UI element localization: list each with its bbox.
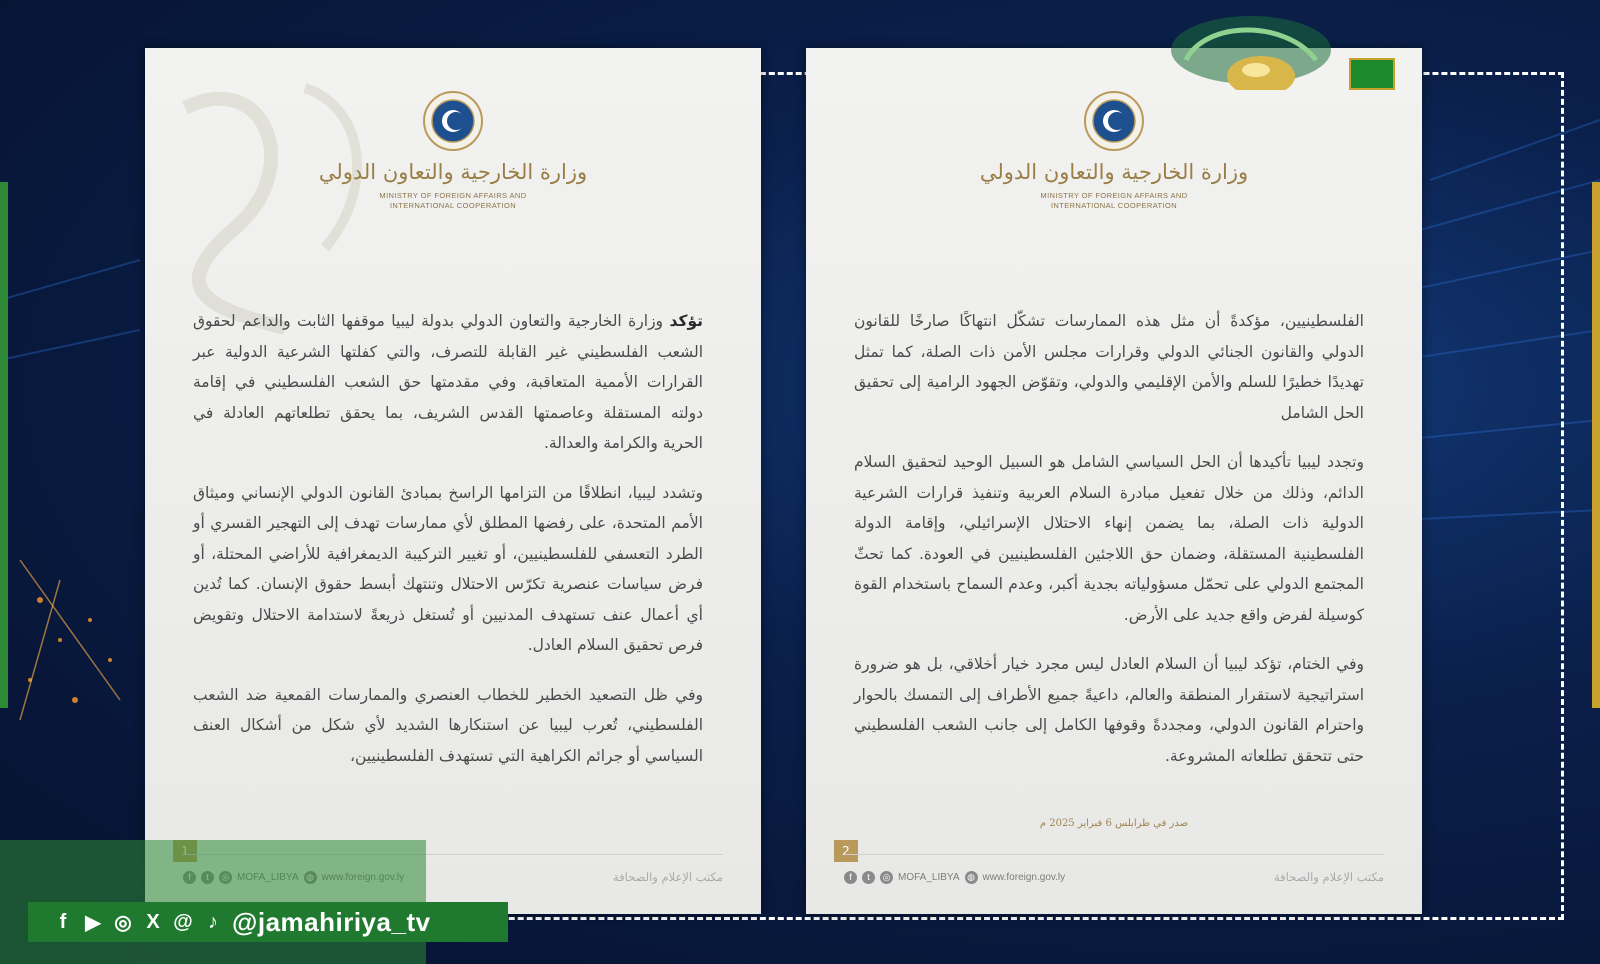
facebook-icon[interactable]: f xyxy=(59,910,67,933)
ministry-name-english: MINISTRY OF FOREIGN AFFAIRS AND INTERNATIONAL COOPERATION xyxy=(379,191,527,210)
footer-office: مكتب الإعلام والصحافة xyxy=(613,870,723,884)
ministry-name-arabic: وزارة الخارجية والتعاون الدولي xyxy=(979,160,1249,184)
social-handle-bar xyxy=(28,902,508,942)
document-page-1 xyxy=(145,48,761,914)
page-footer xyxy=(844,854,1384,891)
footer-office: مكتب الإعلام والصحافة xyxy=(1274,870,1384,884)
statement-body-page2 xyxy=(854,306,1364,790)
tiktok-icon[interactable]: ♪ xyxy=(208,910,218,933)
page-number: 2 xyxy=(834,840,858,862)
statement-body-page1 xyxy=(193,306,703,790)
instagram-icon: ◎ xyxy=(880,871,893,884)
footer-handle: MOFA_LIBYA xyxy=(898,871,960,883)
x-icon[interactable]: X xyxy=(146,910,160,933)
paragraph: الفلسطينيين، مؤكدةً أن مثل هذه الممارسات تشكّل انتهاكًا صارخًا للقانون الدولي والقانون الجنائي الدولي وقرارات مجلس الأمن ذات الصلة، كما تمثل تهديدًا خطيرًا للسلم والأمن الإقليمي والدولي، وتقوّض الجهود الرامية إلى تحقيق الحل الشامل xyxy=(854,312,1364,422)
footer-contacts xyxy=(844,871,1065,884)
social-handle[interactable]: @jamahiriya_tv xyxy=(232,906,431,937)
paragraph: وفي الختام، تؤكد ليبيا أن السلام العادل ليس مجرد خيار أخلاقي، بل هو ضرورة استراتيجية لاستقرار المنطقة والعالم، داعيةً جميع الأطراف إلى التمسك بالحوار واحترام القانون الدولي، ومجددةً وقوفها الكامل إلى جانب الشعب الفلسطيني حتى تتحقق تطلعاته المشروعة. xyxy=(854,655,1364,765)
document-page-2 xyxy=(806,48,1422,914)
facebook-icon: f xyxy=(844,871,857,884)
issue-date: صدر في طرابلس 6 فبراير 2025 م xyxy=(1039,818,1189,829)
ministry-emblem-icon xyxy=(1083,90,1145,152)
channel-logo-icon xyxy=(1166,10,1336,90)
paragraph: وفي ظل التصعيد الخطير للخطاب العنصري والممارسات القمعية ضد الشعب الفلسطيني، تُعرب ليبيا عن استنكارها الشديد لأي شكل من أشكال العنف السياسي أو جرائم الكراهية التي تستهدف الفلسطينيين، xyxy=(193,685,703,765)
ministry-name-english: MINISTRY OF FOREIGN AFFAIRS AND INTERNATIONAL COOPERATION xyxy=(1040,191,1188,210)
twitter-icon: t xyxy=(862,871,875,884)
right-accent-bar xyxy=(1592,182,1600,708)
green-flag-icon xyxy=(1349,58,1395,90)
paragraph: وتجدد ليبيا تأكيدها أن الحل السياسي الشامل هو السبيل الوحيد لتحقيق السلام الدائم، وذلك من خلال تفعيل مبادرة السلام العربية وتنفيذ قرارات الشرعية الدولية ذات الصلة، بما يضمن إنهاء الاحتلال الإسرائيلي، وإقامة الدولة الفلسطينية المستقلة، وضمان حق اللاجئين الفلسطينيين في العودة. كما تحثّ المجتمع الدولي على تحمّل مسؤولياته بجدية أكبر، وعدم السماح باستخدام القوة كوسيلة لفرض واقع جديد على الأرض. xyxy=(854,453,1364,624)
paragraph: وتشدد ليبيا، انطلاقًا من التزامها الراسخ بمبادئ القانون الدولي الإنساني وميثاق الأمم المتحدة، على رفضها المطلق لأي ممارسات تهدف إلى التهجير القسري أو الطرد التعسفي للفلسطينيين، أو تغيير التركيبة الديمغرافية للأراضي المحتلة، أو فرض سياسات عنصرية تكرّس الاحتلال وتنتهك أبسط حقوق الإنسان. كما تُدين أي أعمال عنف تستهدف المدنيين أو تُستغل ذريعةً لاستدامة الاحتلال وتقويض فرص تحقيق السلام العادل. xyxy=(193,483,703,654)
ministry-emblem-icon xyxy=(422,90,484,152)
youtube-icon[interactable]: ▶ xyxy=(85,911,101,934)
threads-icon[interactable]: @ xyxy=(173,910,193,933)
footer-website: www.foreign.gov.ly xyxy=(982,871,1066,883)
ministry-name-arabic: وزارة الخارجية والتعاون الدولي xyxy=(318,160,588,184)
lead-word: تؤكد xyxy=(669,312,703,330)
instagram-icon[interactable]: ◎ xyxy=(114,911,132,934)
globe-icon: ◍ xyxy=(965,871,978,884)
left-accent-bar xyxy=(0,182,8,708)
paragraph: تؤكد وزارة الخارجية والتعاون الدولي بدولة ليبيا موقفها الثابت والداعم لحقوق الشعب الفلسطيني غير القابلة للتصرف، والتي كفلتها الشرعية الدولية عبر القرارات الأممية المتعاقبة، وفي مقدمتها حق الشعب الفلسطيني في إقامة دولته المستقلة وعاصمتها القدس الشريف، بما يحقق تطلعاتهم العادلة في الحرية والكرامة والعدالة. xyxy=(193,312,703,452)
